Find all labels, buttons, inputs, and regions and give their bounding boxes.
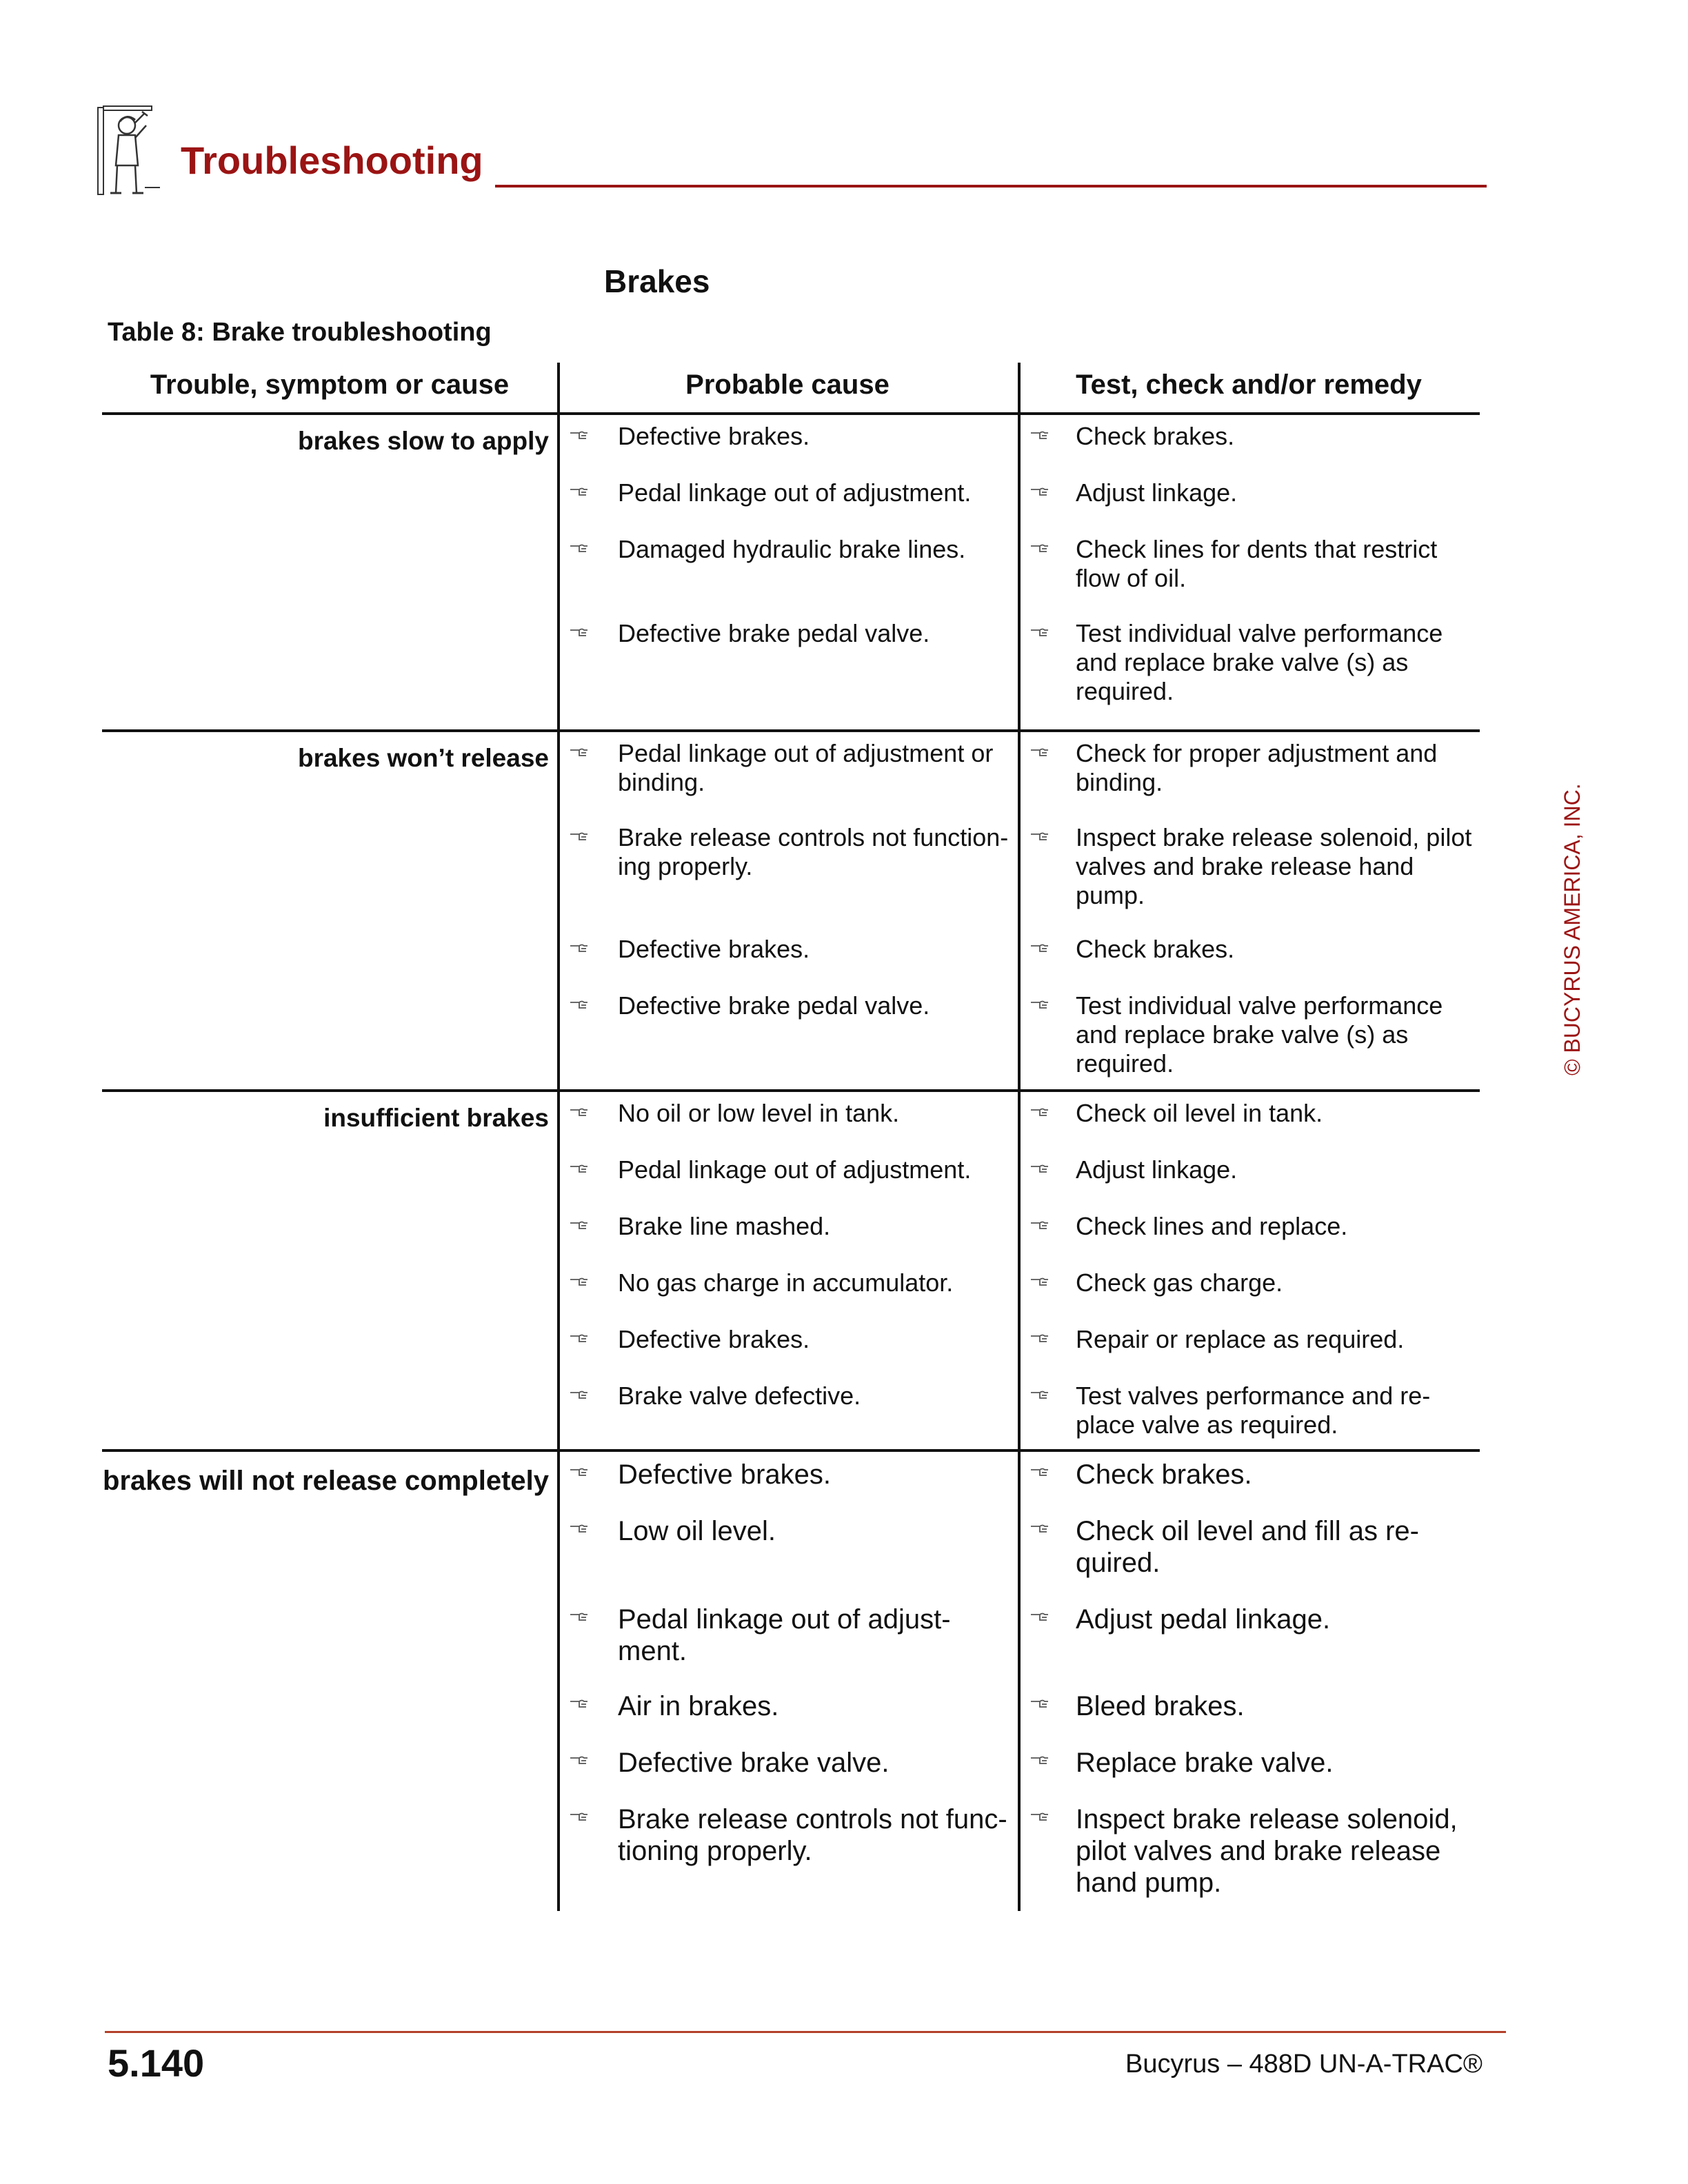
- probable-cause: Pedal linkage out of adjustment or binding.: [618, 739, 994, 796]
- column-header: Trouble, symptom or cause: [150, 370, 510, 400]
- column-divider: [1018, 363, 1021, 412]
- pointing-hand-icon: [1030, 1219, 1049, 1231]
- pointing-hand-icon: [570, 830, 589, 842]
- probable-cause: Pedal linkage out of adjustment.: [618, 478, 972, 507]
- footer-rule: [105, 2031, 1506, 2033]
- remedy: Check oil level in tank.: [1076, 1099, 1323, 1127]
- probable-cause: No oil or low level in tank.: [618, 1099, 900, 1127]
- column-divider: [557, 1092, 560, 1449]
- remedy: Check brakes.: [1076, 1459, 1252, 1490]
- probable-cause: Pedal linkage out of adjust-ment.: [618, 1604, 951, 1666]
- probable-cause: Defective brake valve.: [618, 1748, 890, 1778]
- remedy: Check brakes.: [1076, 422, 1235, 450]
- pointing-hand-icon: [1030, 626, 1049, 638]
- footer-product: Bucyrus – 488D UN-A-TRAC®: [1125, 2050, 1483, 2079]
- remedy: Test individual valve performance and replace brake valve (s) as required.: [1076, 619, 1443, 705]
- remedy: Bleed brakes.: [1076, 1691, 1245, 1721]
- pointing-hand-icon: [570, 942, 589, 954]
- column-divider: [1018, 1452, 1021, 1911]
- probable-cause: Brake release controls not function-ing properly.: [618, 823, 1009, 880]
- pointing-hand-icon: [570, 485, 589, 498]
- pointing-hand-icon: [1030, 1754, 1049, 1766]
- copyright-notice: © BUCYRUS AMERICA, INC.: [1560, 783, 1585, 1075]
- mechanic-logo-icon: [97, 105, 163, 199]
- probable-cause: Defective brake pedal valve.: [618, 619, 930, 647]
- column-divider: [557, 363, 560, 412]
- pointing-hand-icon: [570, 1697, 589, 1710]
- probable-cause: Air in brakes.: [618, 1691, 779, 1721]
- probable-cause: Defective brakes.: [618, 1325, 810, 1353]
- title-rule: [495, 185, 1487, 188]
- pointing-hand-icon: [570, 1162, 589, 1175]
- pointing-hand-icon: [570, 1810, 589, 1823]
- probable-cause: Defective brakes.: [618, 422, 810, 450]
- remedy: Adjust linkage.: [1076, 478, 1238, 507]
- column-header: Test, check and/or remedy: [1076, 370, 1422, 400]
- probable-cause: Brake line mashed.: [618, 1212, 831, 1240]
- column-divider: [557, 1452, 560, 1911]
- pointing-hand-icon: [570, 1219, 589, 1231]
- pointing-hand-icon: [1030, 542, 1049, 554]
- remedy: Check lines for dents that restrict flow of oil.: [1076, 535, 1438, 592]
- remedy: Repair or replace as required.: [1076, 1325, 1405, 1353]
- remedy: Check for proper adjustment and binding.: [1076, 739, 1438, 796]
- pointing-hand-icon: [1030, 1106, 1049, 1118]
- pointing-hand-icon: [1030, 942, 1049, 954]
- pointing-hand-icon: [1030, 1697, 1049, 1710]
- trouble-symptom: insufficient brakes: [323, 1104, 549, 1132]
- trouble-group: [102, 415, 1480, 732]
- page-number: 5.140: [108, 2041, 205, 2085]
- pointing-hand-icon: [570, 1754, 589, 1766]
- trouble-group: [102, 732, 1480, 1092]
- probable-cause: Pedal linkage out of adjustment.: [618, 1155, 972, 1184]
- table-caption: Table 8: Brake troubleshooting: [108, 318, 492, 347]
- section-title: Troubleshooting: [181, 139, 483, 182]
- trouble-group: [102, 1092, 1480, 1452]
- pointing-hand-icon: [1030, 1275, 1049, 1288]
- column-divider: [557, 732, 560, 1089]
- trouble-symptom: brakes won’t release: [297, 744, 549, 772]
- pointing-hand-icon: [1030, 1162, 1049, 1175]
- probable-cause: No gas charge in accumulator.: [618, 1268, 954, 1297]
- column-divider: [1018, 732, 1021, 1089]
- table-body: [102, 415, 1480, 1911]
- probable-cause: Brake valve defective.: [618, 1382, 861, 1410]
- table-header-row: [102, 363, 1480, 415]
- remedy: Check gas charge.: [1076, 1268, 1283, 1297]
- pointing-hand-icon: [1030, 429, 1049, 441]
- probable-cause: Brake release controls not func-tioning properly.: [618, 1804, 1007, 1866]
- remedy: Check lines and replace.: [1076, 1212, 1348, 1240]
- remedy: Test individual valve performance and replace brake valve (s) as required.: [1076, 991, 1443, 1078]
- column-divider: [1018, 415, 1021, 729]
- pointing-hand-icon: [1030, 746, 1049, 758]
- remedy: Replace brake valve.: [1076, 1748, 1334, 1778]
- remedy: Check oil level and fill as re-quired.: [1076, 1516, 1419, 1578]
- trouble-symptom: brakes slow to apply: [298, 427, 549, 455]
- pointing-hand-icon: [1030, 1610, 1049, 1623]
- trouble-symptom: brakes will not release completely: [103, 1466, 549, 1496]
- pointing-hand-icon: [570, 1610, 589, 1623]
- probable-cause: Defective brake pedal valve.: [618, 991, 930, 1020]
- page-subtitle: Brakes: [604, 263, 710, 299]
- pointing-hand-icon: [1030, 1522, 1049, 1535]
- column-divider: [557, 415, 560, 729]
- probable-cause: Defective brakes.: [618, 1459, 832, 1490]
- pointing-hand-icon: [570, 1522, 589, 1535]
- probable-cause: Defective brakes.: [618, 935, 810, 963]
- pointing-hand-icon: [570, 429, 589, 441]
- pointing-hand-icon: [1030, 830, 1049, 842]
- pointing-hand-icon: [570, 998, 589, 1011]
- pointing-hand-icon: [1030, 1810, 1049, 1823]
- remedy: Adjust pedal linkage.: [1076, 1604, 1331, 1635]
- brake-troubleshooting-table: [102, 363, 1480, 1911]
- probable-cause: Low oil level.: [618, 1516, 776, 1546]
- remedy: Adjust linkage.: [1076, 1155, 1238, 1184]
- pointing-hand-icon: [1030, 1466, 1049, 1478]
- pointing-hand-icon: [570, 1388, 589, 1401]
- pointing-hand-icon: [570, 626, 589, 638]
- pointing-hand-icon: [570, 746, 589, 758]
- pointing-hand-icon: [570, 1106, 589, 1118]
- remedy: Test valves performance and re-place valve as required.: [1076, 1382, 1431, 1439]
- column-divider: [1018, 1092, 1021, 1449]
- column-header: Probable cause: [685, 370, 890, 400]
- pointing-hand-icon: [1030, 485, 1049, 498]
- pointing-hand-icon: [1030, 998, 1049, 1011]
- remedy: Check brakes.: [1076, 935, 1235, 963]
- remedy: Inspect brake release solenoid, pilot valves and brake release hand pump.: [1076, 1804, 1458, 1898]
- trouble-group: [102, 1452, 1480, 1911]
- pointing-hand-icon: [570, 1332, 589, 1344]
- pointing-hand-icon: [1030, 1388, 1049, 1401]
- pointing-hand-icon: [570, 1275, 589, 1288]
- pointing-hand-icon: [570, 542, 589, 554]
- probable-cause: Damaged hydraulic brake lines.: [618, 535, 966, 563]
- remedy: Inspect brake release solenoid, pilot valves and brake release hand pump.: [1076, 823, 1472, 909]
- pointing-hand-icon: [570, 1466, 589, 1478]
- pointing-hand-icon: [1030, 1332, 1049, 1344]
